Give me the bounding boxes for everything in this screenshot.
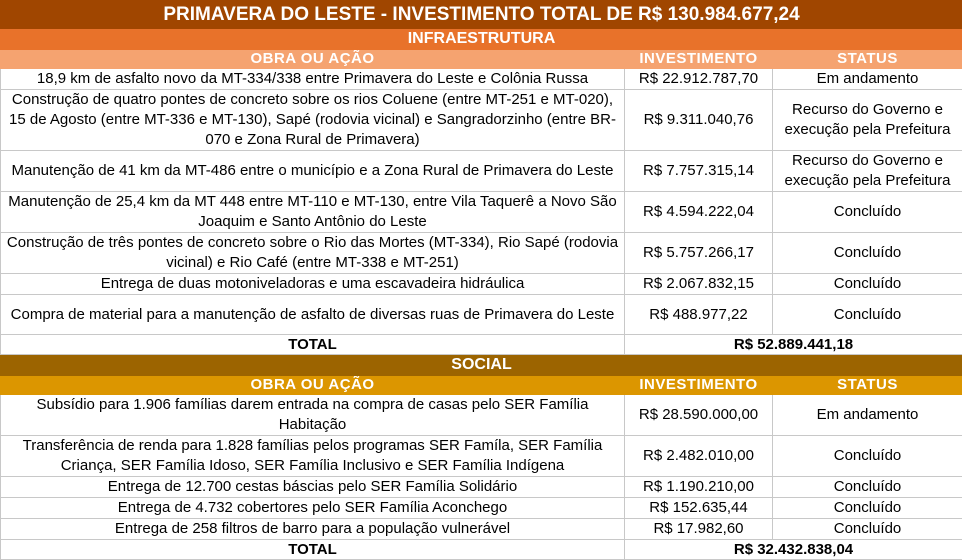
table-row bbox=[1, 90, 962, 151]
table-row bbox=[1, 519, 962, 540]
table-row bbox=[1, 498, 962, 519]
section-title-infra: INFRAESTRUTURA bbox=[1, 29, 962, 50]
cell-status: Concluído bbox=[773, 498, 962, 519]
total-label: TOTAL bbox=[1, 335, 625, 355]
table-row bbox=[1, 192, 962, 233]
table-row bbox=[1, 233, 962, 274]
total-row-infra bbox=[1, 335, 962, 355]
cell-status: Concluído bbox=[773, 274, 962, 295]
cell-obra: Transferência de renda para 1.828 famílias pelos programas SER Famíla, SER Família Criança, SER Família Idoso, SER Família Inclusivo e SER Família Indígena bbox=[1, 436, 625, 477]
cell-investimento: R$ 28.590.000,00 bbox=[625, 395, 773, 436]
column-header-obra: OBRA OU AÇÃO bbox=[1, 376, 625, 395]
cell-investimento: R$ 17.982,60 bbox=[625, 519, 773, 540]
column-header-investimento: INVESTIMENTO bbox=[625, 376, 773, 395]
cell-status: Concluído bbox=[773, 519, 962, 540]
cell-status: Em andamento bbox=[773, 69, 962, 90]
total-row-social bbox=[1, 540, 962, 560]
cell-obra: 18,9 km de asfalto novo da MT-334/338 entre Primavera do Leste e Colônia Russa bbox=[1, 69, 625, 90]
cell-investimento: R$ 2.482.010,00 bbox=[625, 436, 773, 477]
cell-obra: Compra de material para a manutenção de asfalto de diversas ruas de Primavera do Leste bbox=[1, 295, 625, 335]
cell-status: Concluído bbox=[773, 295, 962, 335]
cell-obra: Subsídio para 1.906 famílias darem entrada na compra de casas pelo SER Família Habitação bbox=[1, 395, 625, 436]
cell-investimento: R$ 1.190.210,00 bbox=[625, 477, 773, 498]
total-label: TOTAL bbox=[1, 540, 625, 560]
column-header-obra: OBRA OU AÇÃO bbox=[1, 50, 625, 69]
cell-investimento: R$ 4.594.222,04 bbox=[625, 192, 773, 233]
table-row bbox=[1, 274, 962, 295]
table-row bbox=[1, 69, 962, 90]
table-row bbox=[1, 477, 962, 498]
cell-status: Concluído bbox=[773, 192, 962, 233]
cell-obra: Manutenção de 41 km da MT-486 entre o município e a Zona Rural de Primavera do Leste bbox=[1, 151, 625, 192]
section-title-social: SOCIAL bbox=[1, 355, 962, 376]
table-row bbox=[1, 436, 962, 477]
table-row bbox=[1, 151, 962, 192]
cell-investimento: R$ 9.311.040,76 bbox=[625, 90, 773, 151]
cell-investimento: R$ 152.635,44 bbox=[625, 498, 773, 519]
total-value: R$ 32.432.838,04 bbox=[625, 540, 962, 560]
cell-status: Em andamento bbox=[773, 395, 962, 436]
table-row bbox=[1, 295, 962, 335]
cell-status: Concluído bbox=[773, 233, 962, 274]
cell-investimento: R$ 5.757.266,17 bbox=[625, 233, 773, 274]
cell-investimento: R$ 2.067.832,15 bbox=[625, 274, 773, 295]
cell-status: Concluído bbox=[773, 436, 962, 477]
cell-obra: Entrega de 12.700 cestas báscias pelo SER Família Solidário bbox=[1, 477, 625, 498]
cell-investimento: R$ 7.757.315,14 bbox=[625, 151, 773, 192]
column-header-investimento: INVESTIMENTO bbox=[625, 50, 773, 69]
cell-status: Recurso do Governo e execução pela Prefeitura bbox=[773, 90, 962, 151]
total-value: R$ 52.889.441,18 bbox=[625, 335, 962, 355]
column-header-status: STATUS bbox=[773, 50, 962, 69]
cell-investimento: R$ 22.912.787,70 bbox=[625, 69, 773, 90]
cell-obra: Construção de quatro pontes de concreto sobre os rios Coluene (entre MT-251 e MT-020), 15 de Agosto (entre MT-336 e MT-130), Sapé (rodovia vicinal) e Sangradorzinho (entre BR-070 e Zona Rural de Primavera) bbox=[1, 90, 625, 151]
column-header-status: STATUS bbox=[773, 376, 962, 395]
table-row bbox=[1, 395, 962, 436]
cell-status: Concluído bbox=[773, 477, 962, 498]
page-title: PRIMAVERA DO LESTE - INVESTIMENTO TOTAL DE R$ 130.984.677,24 bbox=[1, 1, 962, 29]
cell-status: Recurso do Governo e execução pela Prefeitura bbox=[773, 151, 962, 192]
cell-obra: Entrega de duas motoniveladoras e uma escavadeira hidráulica bbox=[1, 274, 625, 295]
cell-obra: Construção de três pontes de concreto sobre o Rio das Mortes (MT-334), Rio Sapé (rodovia vicinal) e Rio Café (entre MT-338 e MT-251) bbox=[1, 233, 625, 274]
cell-obra: Entrega de 4.732 cobertores pelo SER Família Aconchego bbox=[1, 498, 625, 519]
cell-obra: Manutenção de 25,4 km da MT 448 entre MT-110 e MT-130, entre Vila Taquerê a Novo São Joaquim e Santo Antônio do Leste bbox=[1, 192, 625, 233]
cell-investimento: R$ 488.977,22 bbox=[625, 295, 773, 335]
cell-obra: Entrega de 258 filtros de barro para a população vulnerável bbox=[1, 519, 625, 540]
